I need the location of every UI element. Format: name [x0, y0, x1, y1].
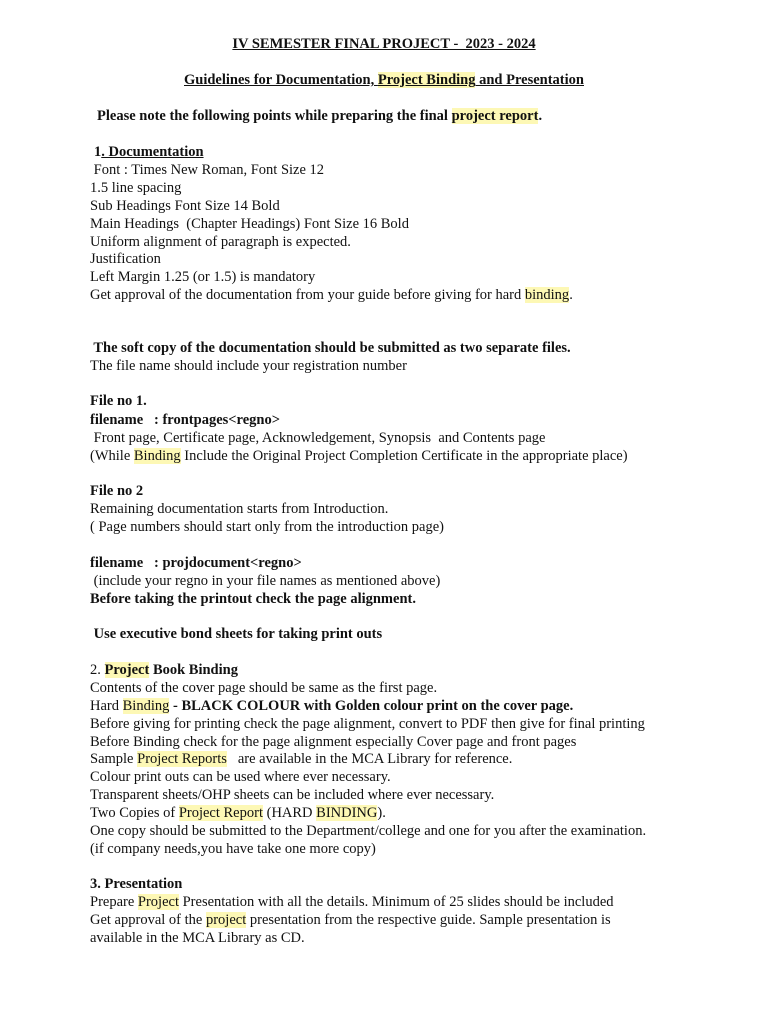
- presentation-line: Get approval of the project presentation from the respective guide. Sample presentation is: [90, 912, 611, 928]
- binding-sample-line: Sample Project Reports are available in the MCA Library for reference.: [90, 751, 513, 767]
- binding-line: One copy should be submitted to the Department/college and one for you after the examination.: [90, 823, 647, 839]
- softcopy-line: The file name should include your registration number: [90, 358, 407, 374]
- highlight: BINDING: [316, 805, 378, 821]
- binding-line: (if company needs,you have take one more copy): [90, 841, 376, 857]
- file2-title: File no 2: [90, 483, 144, 499]
- highlight: Project Report: [178, 805, 263, 821]
- highlight: Project Binding: [377, 72, 476, 88]
- binding-copies-line: Two Copies of Project Report (HARD BINDING).: [90, 805, 386, 821]
- document-subtitle: Guidelines for Documentation, Project Binding and Presentation: [184, 72, 584, 88]
- presentation-line: available in the MCA Library as CD.: [90, 930, 305, 946]
- presentation-line: Prepare Project Presentation with all the details. Minimum of 25 slides should be included: [90, 894, 614, 910]
- binding-line: Colour print outs can be used where ever necessary.: [90, 769, 391, 785]
- highlight: Binding: [122, 698, 170, 714]
- binding-line: Transparent sheets/OHP sheets can be included where ever necessary.: [90, 787, 495, 803]
- doc-line: Left Margin 1.25 (or 1.5) is mandatory: [90, 269, 316, 285]
- section-heading-presentation: 3. Presentation: [90, 876, 183, 892]
- highlight: Project Reports: [137, 751, 227, 767]
- doc-line: Sub Headings Font Size 14 Bold: [90, 198, 280, 214]
- file2-line: ( Page numbers should start only from the introduction page): [90, 519, 444, 535]
- file1-filename: filename : frontpages<regno>: [90, 412, 280, 428]
- file2-check: Before taking the printout check the page alignment.: [90, 591, 416, 607]
- softcopy-heading: The soft copy of the documentation should be submitted as two separate files.: [90, 340, 571, 356]
- doc-approval-line: Get approval of the documentation from your guide before giving for hard binding.: [90, 287, 573, 303]
- doc-line: Uniform alignment of paragraph is expected.: [90, 234, 351, 250]
- file2-note: (include your regno in your file names as mentioned above): [90, 573, 441, 589]
- file1-title: File no 1.: [90, 393, 147, 409]
- highlight: Project: [137, 894, 179, 910]
- document-title: IV SEMESTER FINAL PROJECT - 2023 - 2024: [232, 36, 536, 52]
- file2-line: Remaining documentation starts from Introduction.: [90, 501, 389, 517]
- section-heading-documentation: 1. Documentation: [94, 144, 204, 160]
- highlight: Binding: [133, 448, 181, 464]
- intro-note: Please note the following points while preparing the final project report.: [97, 108, 543, 124]
- doc-line: Font : Times New Roman, Font Size 12: [90, 162, 325, 178]
- binding-line: Contents of the cover page should be same as the first page.: [90, 680, 438, 696]
- highlight: binding: [524, 287, 570, 303]
- section-heading-binding: 2. Project Book Binding: [90, 662, 238, 678]
- highlight: project: [205, 912, 247, 928]
- file2-filename: filename : projdocument<regno>: [90, 555, 302, 571]
- doc-line: 1.5 line spacing: [90, 180, 182, 196]
- highlight: Project: [104, 662, 150, 678]
- doc-line: Justification: [90, 251, 161, 267]
- binding-line: Before giving for printing check the page alignment, convert to PDF then give for final printing: [90, 716, 645, 732]
- binding-line: Before Binding check for the page alignment especially Cover page and front pages: [90, 734, 577, 750]
- file1-note: (While Binding Include the Original Project Completion Certificate in the appropriate place): [90, 448, 628, 464]
- bond-sheets-note: Use executive bond sheets for taking print outs: [90, 626, 383, 642]
- binding-hard-line: Hard Binding - BLACK COLOUR with Golden colour print on the cover page.: [90, 698, 574, 714]
- highlight: project report: [451, 108, 539, 124]
- file1-contents: Front page, Certificate page, Acknowledgement, Synopsis and Contents page: [90, 430, 546, 446]
- doc-line: Main Headings (Chapter Headings) Font Size 16 Bold: [90, 216, 409, 232]
